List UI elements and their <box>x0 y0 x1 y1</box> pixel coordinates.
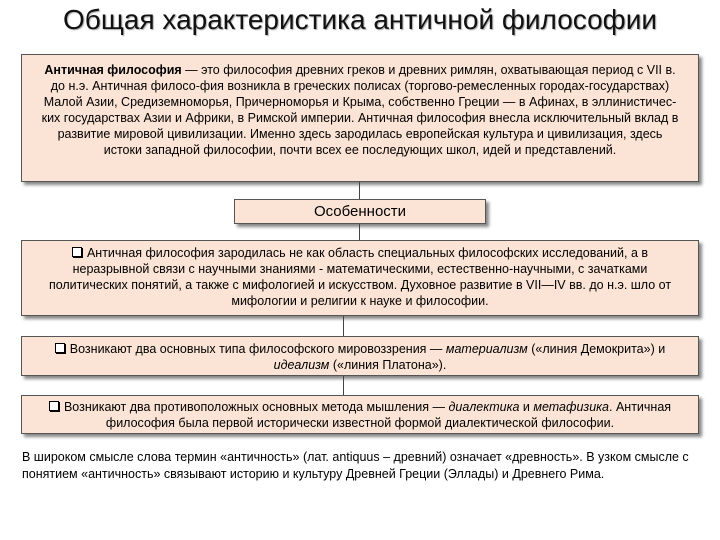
checkbox-bullet-icon <box>72 247 82 257</box>
checkbox-bullet-icon <box>55 343 65 353</box>
connector-line <box>359 182 360 199</box>
point2-middle: («линия Демокрита») и <box>527 342 666 356</box>
features-box <box>234 199 486 224</box>
connector-line <box>343 376 344 395</box>
intro-box <box>21 54 699 182</box>
point3-term1: диалектика <box>448 400 520 414</box>
point3-after: . Античная философия была первой исторически известной формой диалектической философии. <box>105 400 672 430</box>
feature-point-3 <box>21 395 699 434</box>
point1-text: Античная философия зародилась не как область специальных философских исследований, а в неразрывной связи с научными знаниями - математическими, естественно-научными, с зачатками политических понятий, а также с мифологией и искусством. Духовное развитие в VII—IV вв. до н.э. шло от мифологии и религии к науке и философии. <box>48 246 672 308</box>
footer-text: В широком смысле слова термин «античность» (лат. antiquus – древний) означает «древность». В узком смысле с понятием «античность» связывают историю и культуру Древней Греции (Эллады) и Древнего Рима. <box>22 450 689 481</box>
features-label: Особенности <box>313 203 407 220</box>
intro-text: — это философия древних греков и древних римлян, охватывающая период с VII в. до н.э. Античная филосо-фия возникла в греческих полисах (торгово-ремесленных городах-государствах) Малой Азии, Средиземноморья, Причерноморья и Крыма, собственно Греции — в Афинах, в эллинистичес-ких государствах Азии и Африки, в Римской империи. Античная философия внесла исключительный вклад в развитие мировой цивилизации. Именно здесь зародилась европейская культура и цивилизация, здесь истоки западной философии, почти всех ее последующих школ, идей и представлений. <box>41 63 679 157</box>
feature-point-1 <box>21 240 699 316</box>
page-title: Общая характеристика античной философии <box>63 4 657 35</box>
feature-point-2 <box>21 336 699 376</box>
point3-middle: и <box>519 400 534 414</box>
point3-term2: метафизика <box>533 400 610 414</box>
point2-term1: материализм <box>445 342 528 356</box>
connector-line <box>343 316 344 336</box>
checkbox-bullet-icon <box>49 401 59 411</box>
point2-term2: идеализм <box>273 358 330 372</box>
point2-after: («линия Платона»). <box>329 358 447 372</box>
point2-before: Возникают два основных типа философского мировоззрения — <box>69 342 446 356</box>
connector-line <box>359 224 360 240</box>
intro-term: Античная философия <box>44 63 182 77</box>
point3-before: Возникают два противоположных основных метода мышления — <box>63 400 449 414</box>
